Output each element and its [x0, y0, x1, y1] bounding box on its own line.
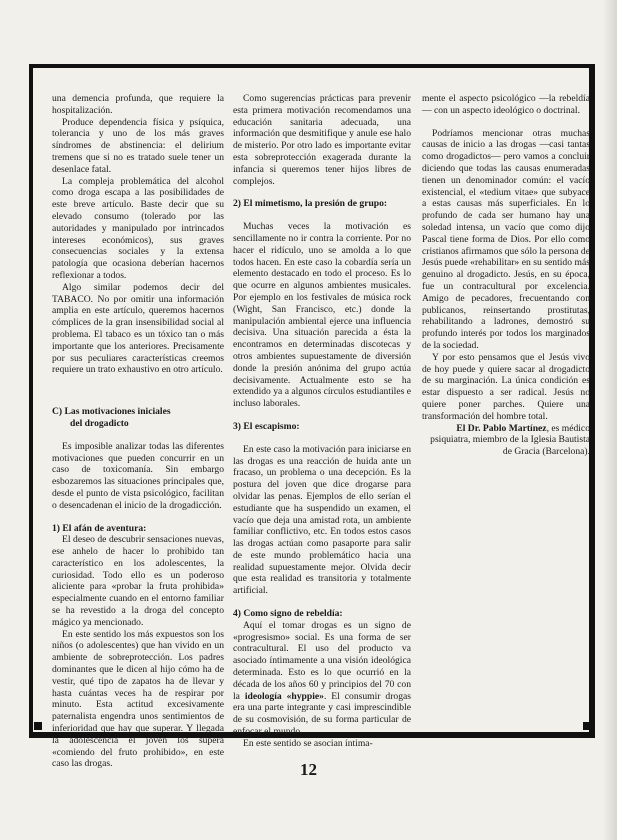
- paragraph: Es imposible analizar todas las diferentes motivaciones que pueden concurrir en un caso de toxicomanía. Sin embargo esbozaremos las situaciones principales que, desde el punto de vista psicológico, facilitan o desencadenan el inicio de la drogadicción.: [52, 440, 224, 511]
- column-3: [422, 93, 590, 458]
- paragraph: En este sentido se asocian íntima-: [243, 737, 373, 749]
- paragraph: En este sentido los más expuestos son los niños (o adolescentes) que han vivido en un ambiente de sobreprotección. Los padres dominantes que le dicen al hijo cómo ha de vestir, qué tipo de zapatos ha de llevar y hasta cuántas veces ha de respirar por minuto. Esta actitud excesivamente paternalista engendra unos sentimientos de inferioridad que hay que superar. Y llegada la adolescencia el joven los supera «comiendo del fruto prohibido», en este caso las drogas.: [52, 628, 224, 770]
- paragraph: mente el aspecto psicológico —la rebeldía— con un aspecto ideológico o doctrinal.: [422, 93, 590, 116]
- frame-corner-mark-right: [583, 722, 591, 730]
- section-c-heading: C) Las motivaciones iniciales: [52, 406, 171, 418]
- paragraph-text: . El consumir drogas era una parte integrante y casi imprescindible de su cosmovisión, de su forma particular de enfocar el mundo.: [233, 690, 412, 738]
- column-1: [52, 93, 224, 770]
- paragraph: [233, 620, 411, 738]
- author-description: , es médico psiquiatra, miembro de la Iglesia Bautista de Gracia (Barcelona).: [430, 422, 590, 458]
- paragraph-text: Aquí el tomar drogas es un signo de «progresismo» social. Es una forma de ser contracultural. El uso del producto va asociado íntimamente a una visión ideológica determinada. Esto es lo que ocurrió en la década de los años 60 y principios del 70 con la: [233, 619, 411, 702]
- page-number: 12: [300, 760, 317, 779]
- paragraph: Produce dependencia física y psíquica, tolerancia y uno de los más graves síndromes de abstinencia: el delirium tremens que si no es tratado suele tener un desenlace fatal.: [52, 116, 224, 175]
- section-c-heading-line-2: del drogadicto: [70, 417, 129, 429]
- paragraph: una demencia profunda, que requiere la hospitalización.: [52, 93, 224, 116]
- highlight-term: ideología «hyppie»: [244, 690, 324, 702]
- paragraph: En este caso la motivación para iniciarse en las drogas es una reacción de huida ante un fracaso, un problema o una decepción. Es la postura del joven que dice drogarse para olvidar las penas. Ejemplos de ello serían el estudiante que ha suspendido un examen, el vacío que deja una amistad rota, un ambiente familiar conflictivo, etc. En todos estos casos las drogas actúan como pasaporte para salir de este mundo problemático hacia una realidad supuestamente mejor. Olvida decir que esta realidad es transitoria y totalmente artificial.: [233, 443, 411, 597]
- paragraph: Como sugerencias prácticas para prevenir esta primera motivación recomendamos una educación sanitaria adecuada, una información que desmitifique y anule ese halo de misterio. Por otro lado es importante evitar esta sobreprotección exagerada durante la infancia si queremos tener hijos libres de complejos.: [233, 93, 411, 187]
- paragraph: Algo similar podemos decir del TABACO. No por omitir una información amplia en este artículo, queremos hacernos cómplices de la gran insensibilidad social al problema. El tabaco es un tóxico tan o más importante que los anteriores. Precisamente por sus peculiares características creemos requiere un trato exhaustivo en otro artículo.: [52, 281, 224, 376]
- subsection-heading-rebeldia: 4) Como signo de rebeldía:: [233, 608, 343, 620]
- frame-corner-mark-left: [34, 722, 42, 730]
- author-note: [422, 423, 590, 458]
- subsection-heading-mimetismo: 2) El mimetismo, la presión de grupo:: [233, 198, 388, 210]
- column-2: [233, 93, 411, 750]
- paragraph: Muchas veces la motivación es sencillamente no ir contra la corriente. Por no hacer el ridículo, uno se amolda a lo que todos hacen. En este caso la cobardía sería un elemento destacado en todo el proceso. Es lo que ocurre en algunos ambientes musicales. Por ejemplo en los festivales de música rock (Wight, San Francisco, etc.) donde la manipulación ambiental ejerce una influencia decisiva. Una situación parecida a ésta la encontramos en determinadas discotecas y otros ambientes supuestamente de diversión donde la presión anónima del grupo actúa decisivamente. Actualmente esto se ha extendido ya a algunos círculos estudiantiles e incluso laborales.: [233, 221, 411, 410]
- subsection-heading-aventura: 1) El afán de aventura:: [52, 522, 147, 534]
- paragraph: La compleja problemática del alcohol como droga escapa a las posibilidades de este breve artículo. Baste decir que su elevado consumo (tolerado por las autoridades y manipulado por intrincados intereses económicos), sus graves consecuencias sociales y la extensa patología que ocasiona deberían hacernos reflexionar a todos.: [52, 175, 224, 281]
- subsection-heading-escapismo: 3) El escapismo:: [233, 420, 300, 432]
- page-edge-shadow: [603, 0, 617, 840]
- paragraph: Y por esto pensamos que el Jesús vivo de hoy puede y quiere sacar al drogadicto de su marginación. La única condición es estar dispuesto a ser radical. Jesús no quiere poner parches. Quiere una transformación del hombre total.: [422, 351, 590, 422]
- paragraph: Podríamos mencionar otras muchas causas de inicio a las drogas —casi tantas como drogadictos— pero vamos a concluir diciendo que todas las causas enumeradas tienen un denominador común: el vacío existencial, el «tedium vitae» que subyace a estas causas más superficiales. En lo profundo de cada ser humano hay una soledad intensa, un vacío que como dijo Pascal tiene forma de Dios. Por ello como cristianos afirmamos que sólo la persona de Jesús puede «rehabilitar» en su sentido más genuino al drogadicto. Jesús, en su época, fue un contracultural por excelencia. Amigo de pecadores, frecuentando con publicanos, reinsertando prostitutas, rehabilitando a ladrones, demostró su profundo interés por todos los marginados de la sociedad.: [422, 127, 590, 351]
- author-name: El Dr. Pablo Martínez: [456, 422, 547, 434]
- paragraph: El deseo de descubrir sensaciones nuevas, ese anhelo de hacer lo prohibido tan característico en los adolescentes, la curiosidad. Todo ello es un poderoso aliciente para «probar la fruta prohibida» especialmente cuando en el entorno familiar se ha revestido a la droga del concepto mágico ya mencionado.: [52, 534, 224, 628]
